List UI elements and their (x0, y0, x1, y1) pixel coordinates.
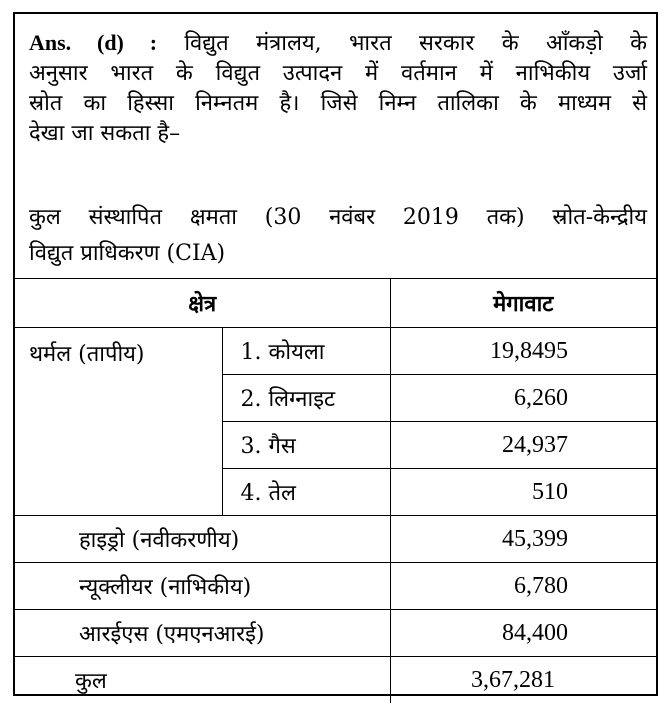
answer-line-3: स्रोत का हिस्सा निम्नतम है। जिसे निम्न तालिका के माध्यम से (29, 89, 647, 119)
thermal-oil-label: 4. तेल (222, 469, 390, 516)
thermal-lignite-label: 2. लिग्नाइट (222, 375, 390, 422)
thermal-coal-label: 1. कोयला (222, 328, 390, 375)
answer-paragraph (29, 28, 647, 149)
answer-line-4: देखा जा सकता है– (29, 119, 647, 149)
capacity-table (15, 278, 656, 703)
total-label: कुल (15, 657, 390, 703)
thermal-coal-value: 19,8495 (390, 328, 656, 375)
source-note-line-1: कुल संस्थापित क्षमता (30 नवंबर 2019 तक) स्रोत-केन्द्रीय (29, 200, 647, 236)
answer-line-2: अनुसार भारत के विद्युत उत्पादन में वर्तमान में नाभिकीय उर्जा (29, 59, 647, 89)
nuclear-label: न्यूक्लीयर (नाभिकीय) (15, 563, 390, 610)
source-note-line-2: विद्युत प्राधिकरण (CIA) (29, 236, 647, 272)
res-value: 84,400 (390, 610, 656, 657)
answer-prefix: Ans. (d) : (29, 30, 157, 55)
table-row (15, 563, 656, 610)
answer-line-1-text: विद्युत मंत्रालय, भारत सरकार के आँकड़ो के (184, 31, 647, 56)
hydro-label: हाइड्रो (नवीकरणीय) (15, 516, 390, 563)
answer-line-1 (29, 28, 647, 59)
source-note (29, 200, 647, 272)
table-row (15, 328, 656, 375)
answer-box (13, 12, 658, 696)
res-label: आरईएस (एमएनआरई) (15, 610, 390, 657)
thermal-oil-value: 510 (390, 469, 656, 516)
table-total-row (15, 657, 656, 703)
thermal-lignite-value: 6,260 (390, 375, 656, 422)
table-row (15, 610, 656, 657)
total-value: 3,67,281 (390, 657, 656, 703)
thermal-sector-label: थर्मल (तापीय) (15, 328, 222, 516)
header-sector: क्षेत्र (15, 279, 390, 328)
thermal-gas-label: 3. गैस (222, 422, 390, 469)
table-row (15, 516, 656, 563)
nuclear-value: 6,780 (390, 563, 656, 610)
table-header-row (15, 279, 656, 328)
thermal-gas-value: 24,937 (390, 422, 656, 469)
header-megawatt: मेगावाट (390, 279, 656, 328)
hydro-value: 45,399 (390, 516, 656, 563)
